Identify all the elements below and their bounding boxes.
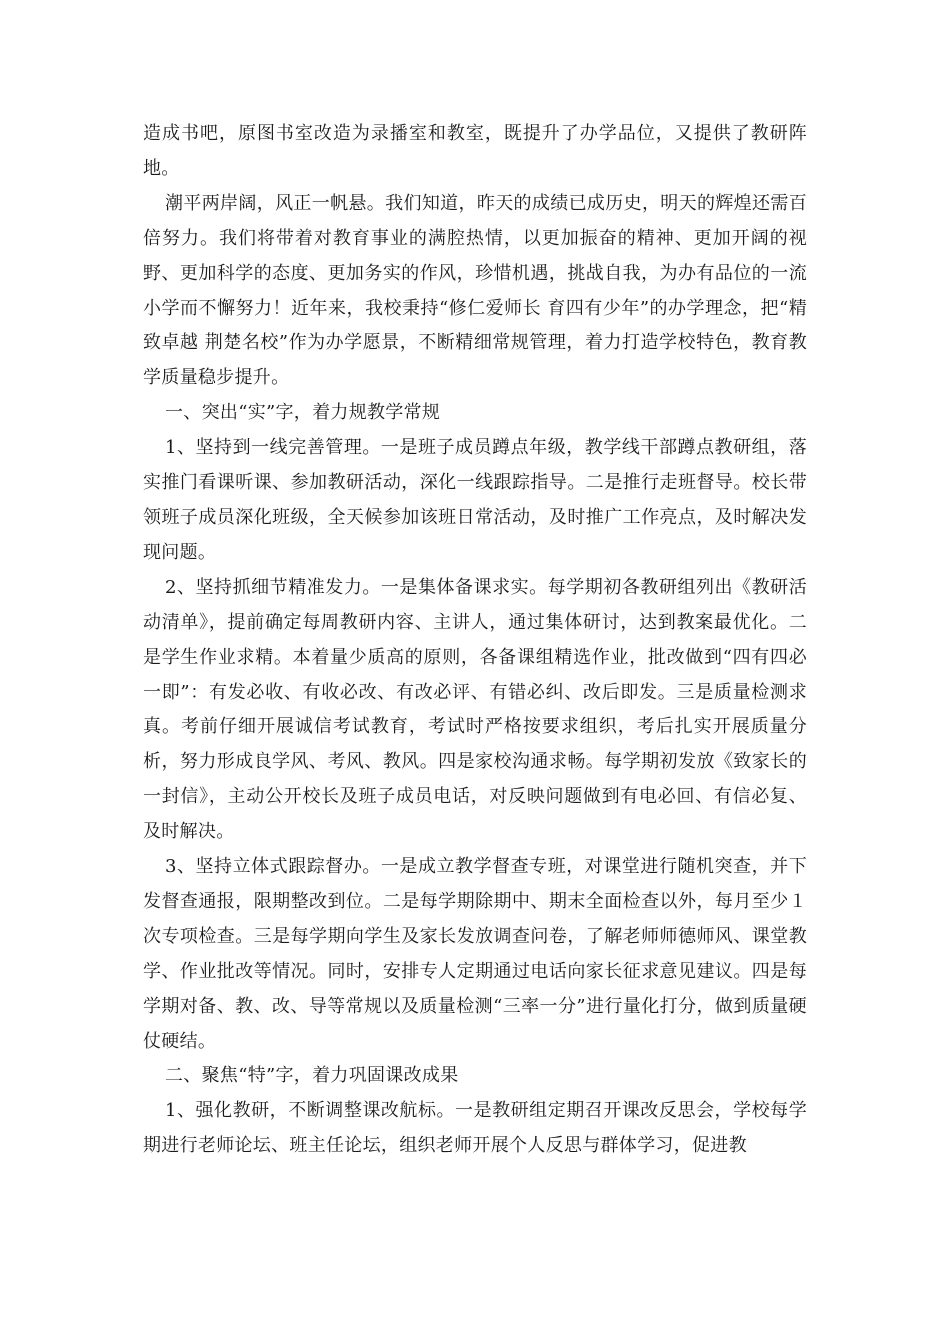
section-heading: 二、聚焦“特”字，着力巩固课改成果 — [165, 1065, 459, 1087]
paragraph: 3、坚持立体式跟踪督办。一是成立教学督查专班，对课堂进行随机突查，并下发督查通报，限期整改到位。二是每学期除期中、期末全面检查以外，每月至少１次专项检查。三是每学期向学生及家长发放调查问卷，了解老师师德师风、课堂教学、作业批改等情况。同时，安排专人定期通过电话向家长征求意见建议。四是每学期对备、教、改、导等常规以及质量检测“三率一分”进行量化打分，做到质量硬仗硬结。 — [143, 856, 807, 1052]
paragraph: 2、坚持抓细节精准发力。一是集体备课求实。每学期初各教研组列出《教研活动清单》，提前确定每周教研内容、主讲人，通过集体研讨，达到教案最优化。二是学生作业求精。本着量少质高的原则，各备课组精选作业，批改做到“四有四必一即”：有发必收、有收必改、有改必评、有错必纠、改后即发。三是质量检测求真。考前仔细开展诚信考试教育，考试时严格按要求组织，考后扎实开展质量分析，努力形成良学风、考风、教风。四是家校沟通求畅。每学期初发放《致家长的一封信》，主动公开校长及班子成员电话，对反映问题做到有电必回、有信必复、及时解决。 — [143, 576, 807, 843]
paragraph: 潮平两岸阔，风正一帆悬。我们知道，昨天的成绩已成历史，明天的辉煌还需百倍努力。我们将带着对教育事业的满腔热情，以更加振奋的精神、更加开阔的视野、更加科学的态度、更加务实的作风，珍惜机遇，挑战自我，为办有品位的一流小学而不懈努力！近年来，我校秉持“修仁爱师长 育四有少年”的办学理念，把“精致卓越 荆楚名校”作为办学愿景，不断精细常规管理，着力打造学校特色，教育教学质量稳步提升。 — [143, 192, 807, 389]
paragraph: 造成书吧，原图书室改造为录播室和教室，既提升了办学品位，又提供了教研阵地。 — [143, 123, 807, 179]
section-heading: 一、突出“实”字，着力规教学常规 — [165, 402, 441, 424]
document-body — [143, 117, 807, 1164]
paragraph: 1、强化教研，不断调整课改航标。一是教研组定期召开课改反思会，学校每学期进行老师论坛、班主任论坛，组织老师开展个人反思与群体学习，促进教 — [143, 1100, 807, 1157]
paragraph: 1、坚持到一线完善管理。一是班子成员蹲点年级，教学线干部蹲点教研组，落实推门看课听课、参加教研活动，深化一线跟踪指导。二是推行走班督导。校长带领班子成员深化班级，全天候参加该班日常活动，及时推广工作亮点，及时解决发现问题。 — [143, 437, 807, 563]
